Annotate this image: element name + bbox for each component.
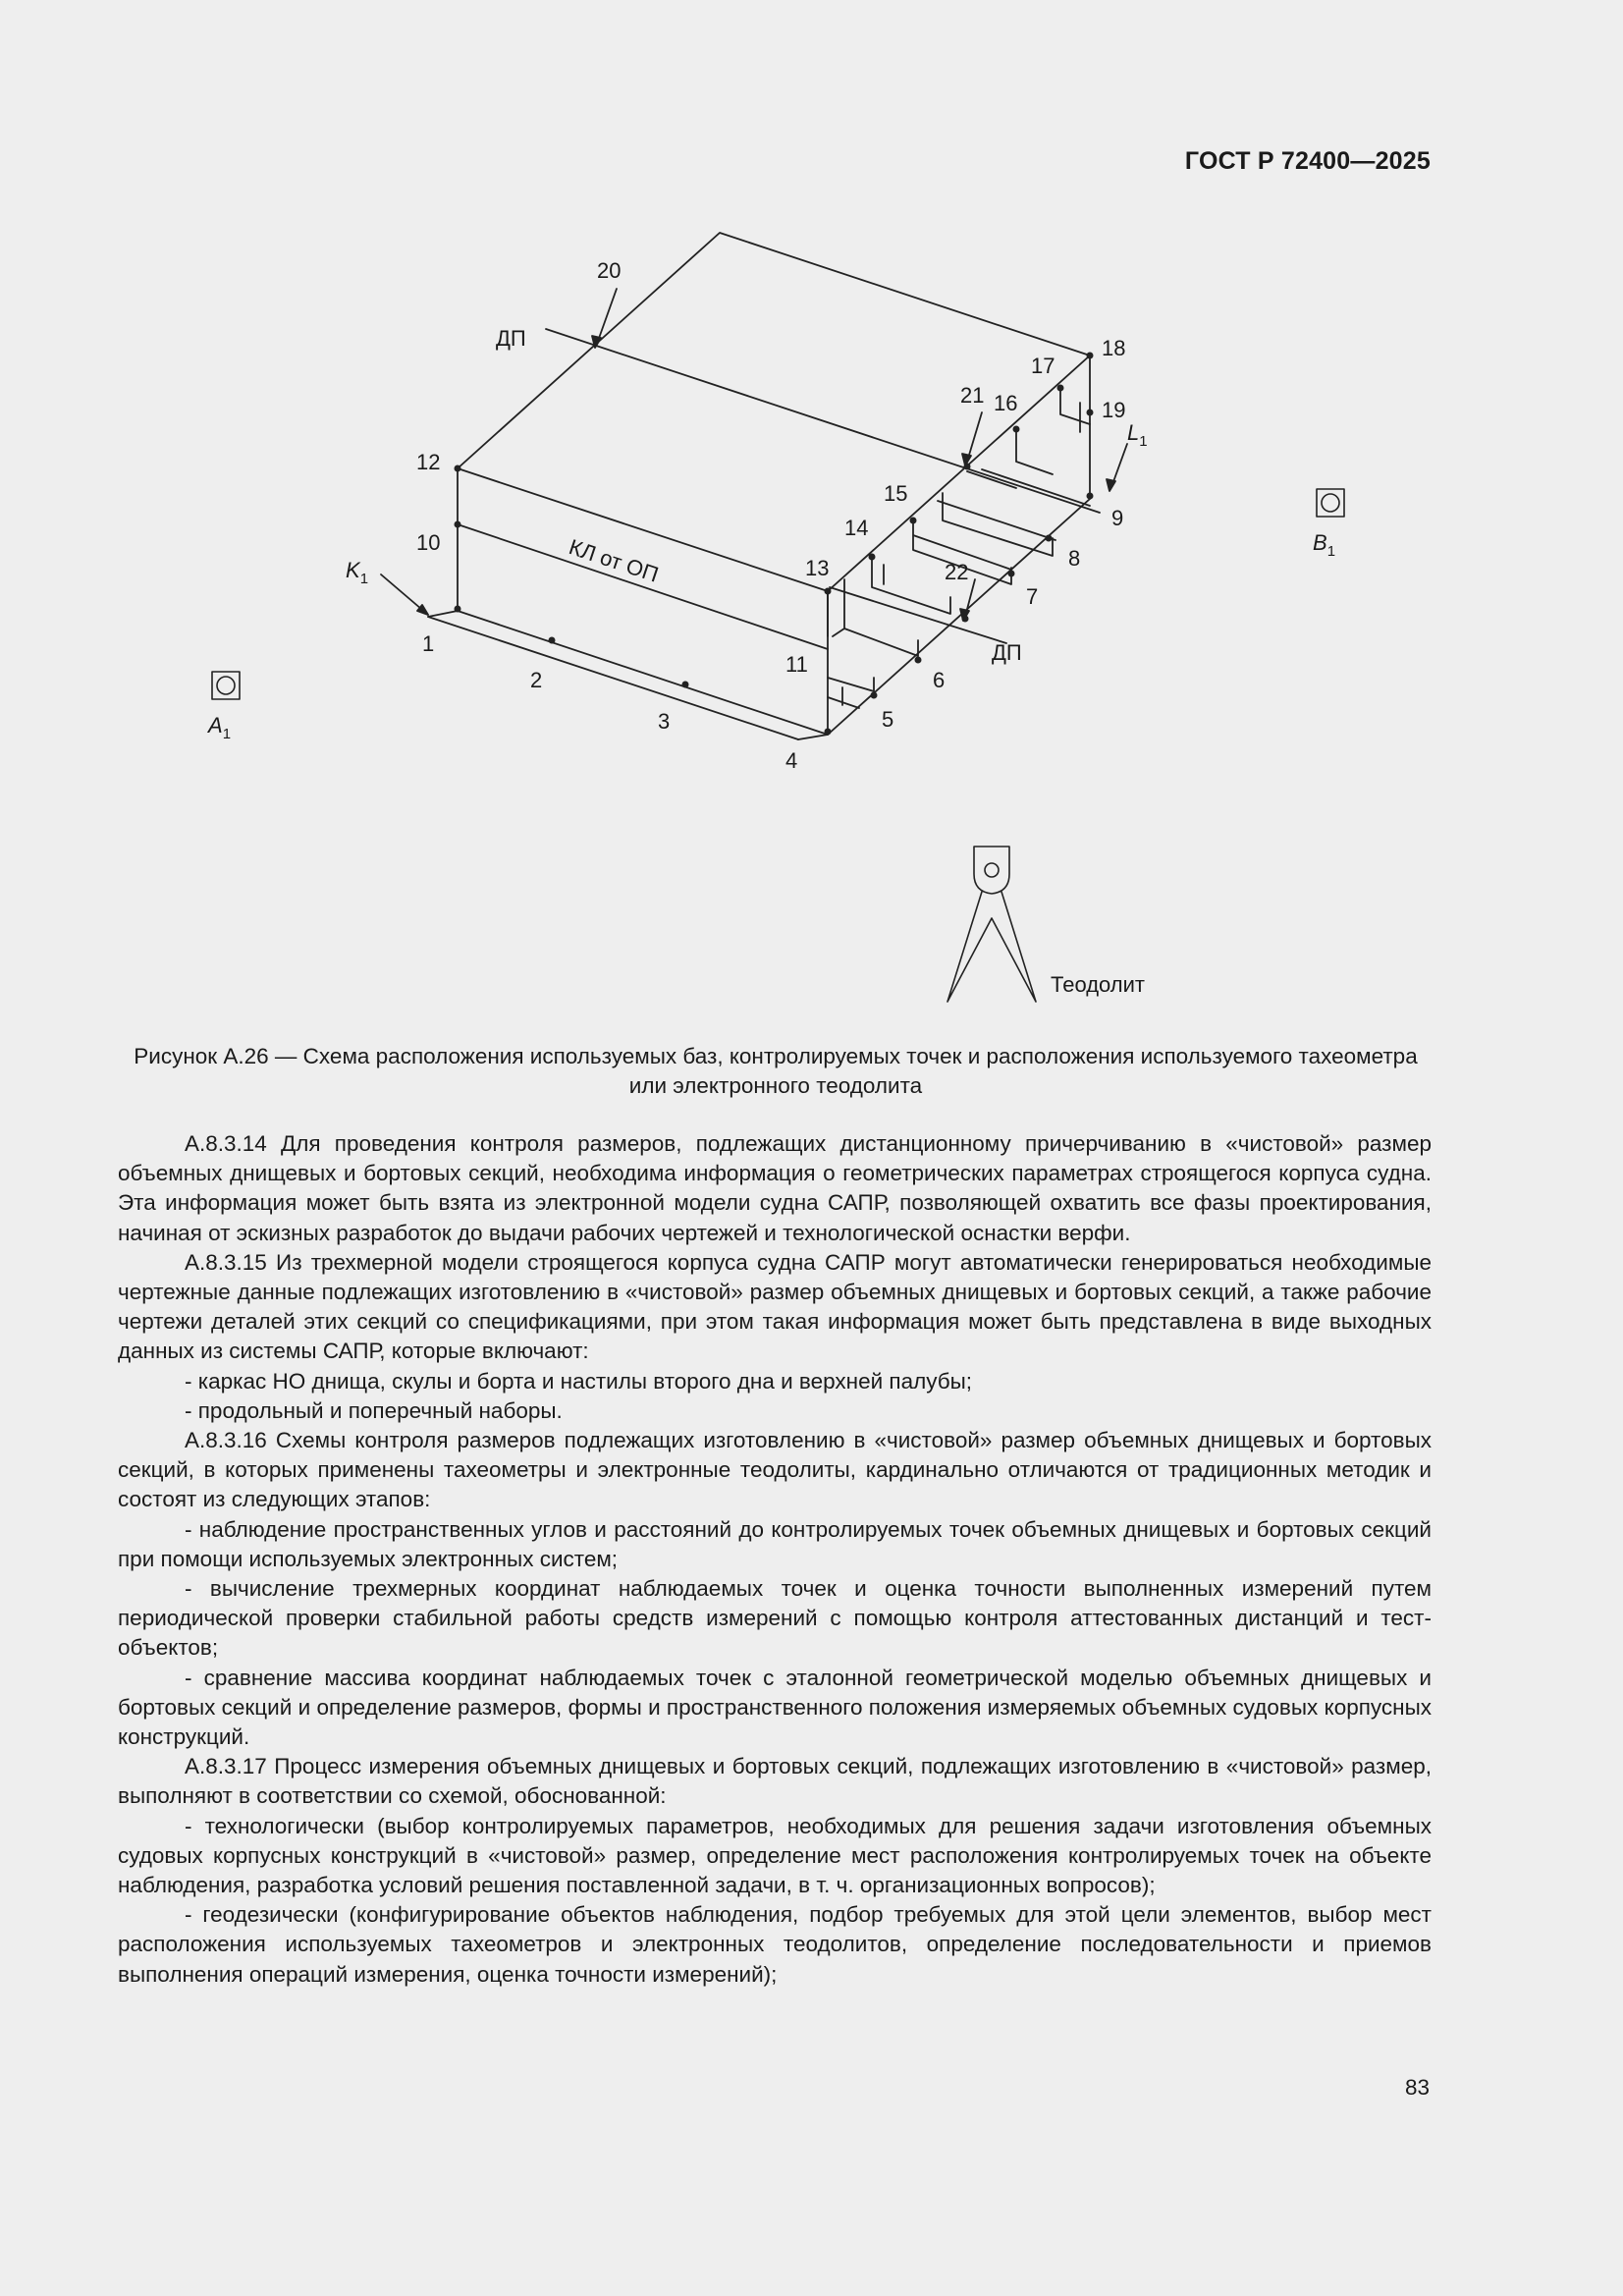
list-item: - технологически (выбор контролируемых параметров, необходимых для решения задачи изготовления объемных судовых корпусных конструкций в «чистовой» размер, определение мест расположения контролируемых точек на объекте наблюдения, разработка условий решения поставленной задачи, в т. ч. организационных вопросов);	[118, 1813, 1432, 1898]
point-label-13: 13	[805, 556, 830, 580]
body-text	[118, 1129, 1432, 1990]
point-label-9: 9	[1111, 506, 1124, 530]
section-scheme-drawing	[0, 0, 1623, 1021]
point-label-21: 21	[960, 383, 985, 408]
dp-line-bottom	[830, 587, 1006, 643]
paragraph-a-8-3-17: А.8.3.17 Процесс измерения объемных днищевых и бортовых секций, подлежащих изготовлению в «чистовой» размер, выполняют в соответствии со схемой, обоснованной:	[118, 1754, 1432, 1809]
point-label-4: 4	[785, 748, 798, 773]
base-line-1	[428, 611, 458, 617]
base-line-2	[428, 617, 798, 739]
list-item: - каркас НО днища, скулы и борта и настилы второго дна и верхней палубы;	[185, 1368, 973, 1394]
point-label-18: 18	[1102, 336, 1126, 360]
point-label-3: 3	[658, 709, 671, 734]
point-label-7: 7	[1026, 584, 1039, 609]
list-item: - сравнение массива координат наблюдаемых точек с эталонной геометрической моделью объемных днищевых и бортовых секций и определение размеров, формы и пространственного положения измеряемых объемных судовых корпусных конструкций.	[118, 1665, 1432, 1750]
kl-label: КЛ от ОП	[566, 534, 662, 587]
point-label-11: 11	[785, 652, 808, 677]
paragraph-a-8-3-14: А.8.3.14 Для проведения контроля размеров, подлежащих дистанционному причерчиванию в «чистовой» размер объемных днищевых и бортовых секций, необходима информация о геометрических параметрах строящегося корпуса судна. Эта информация может быть взята из электронной модели судна САПР, позволяющей охватить все фазы проектирования, начиная от эскизных разработок до выдачи рабочих чертежей и технологической оснастки верфи.	[118, 1131, 1432, 1245]
point-label-8: 8	[1068, 546, 1081, 571]
front-face-outline	[458, 468, 828, 735]
list-item: - вычисление трехмерных координат наблюдаемых точек и оценка точности выполненных измерений путем периодической проверки стабильной работы средств измерений с помощью контроля аттестованных дистанций и тест-объектов;	[118, 1576, 1432, 1661]
point-label-6: 6	[933, 668, 946, 692]
a1-label: $A_1$	[208, 713, 232, 742]
point-label-2: 2	[530, 668, 543, 692]
dp-label-bottom: ДП	[992, 640, 1022, 665]
standard-code: ГОСТ Р 72400—2025	[1184, 147, 1431, 175]
list-item: - наблюдение пространственных углов и расстояний до контролируемых точек объемных днищевых и бортовых секций при помощи используемых электронных систем;	[118, 1516, 1432, 1571]
base-line-3	[798, 735, 828, 739]
l1-label: $L_1$	[1127, 420, 1148, 450]
figure-a26	[0, 0, 1623, 1021]
point-label-15: 15	[884, 481, 908, 506]
dp-label-top: ДП	[496, 326, 526, 351]
point-label-19: 19	[1102, 398, 1126, 422]
point-label-17: 17	[1031, 354, 1055, 378]
theodolite-icon	[947, 847, 1036, 1002]
paragraph-a-8-3-16: А.8.3.16 Схемы контроля размеров подлежащих изготовлению в «чистовой» размер объемных днищевых и бортовых секций, в которых применены тахеометры и электронные теодолиты, кардинально отличаются от традиционных методик и состоят из следующих этапов:	[118, 1428, 1432, 1512]
k1-label: $K_1$	[346, 558, 369, 587]
point-label-22: 22	[945, 560, 969, 584]
point-label-14: 14	[844, 516, 869, 540]
page-number: 83	[1404, 2075, 1430, 2100]
b1-label: $B_1$	[1313, 530, 1336, 560]
list-item: - геодезически (конфигурирование объектов наблюдения, подбор требуемых для этой цели элементов, выбор мест расположения используемых тахеометров и электронных теодолитов, определение последовательности и приемов выполнения операций измерения, оценка точности измерений);	[118, 1902, 1432, 1987]
point-label-16: 16	[994, 391, 1018, 415]
figure-caption: Рисунок А.26 — Схема расположения используемых баз, контролируемых точек и расположения используемого тахеометра или электронного теодолита	[134, 1044, 1418, 1098]
arrow-20	[597, 289, 617, 344]
theodolite-label: Теодолит	[1051, 972, 1145, 997]
point-label-5: 5	[882, 707, 894, 732]
point-label-10: 10	[416, 530, 441, 555]
list-item: - продольный и поперечный наборы.	[185, 1397, 563, 1423]
point-label-12: 12	[416, 450, 441, 474]
kl-line	[458, 524, 828, 649]
paragraph-a-8-3-15: А.8.3.15 Из трехмерной модели строящегося корпуса судна САПР могут автоматически генерироваться необходимые чертежные данные подлежащих изготовлению в «чистовой» размер объемных днищевых и бортовых секций, а также рабочие чертежи деталей этих секций со спецификациями, при этом такая информация может быть представлена в виде выходных данных из системы САПР, которые включают:	[118, 1249, 1432, 1364]
point-label-20: 20	[597, 258, 622, 283]
point-label-1: 1	[422, 631, 435, 656]
